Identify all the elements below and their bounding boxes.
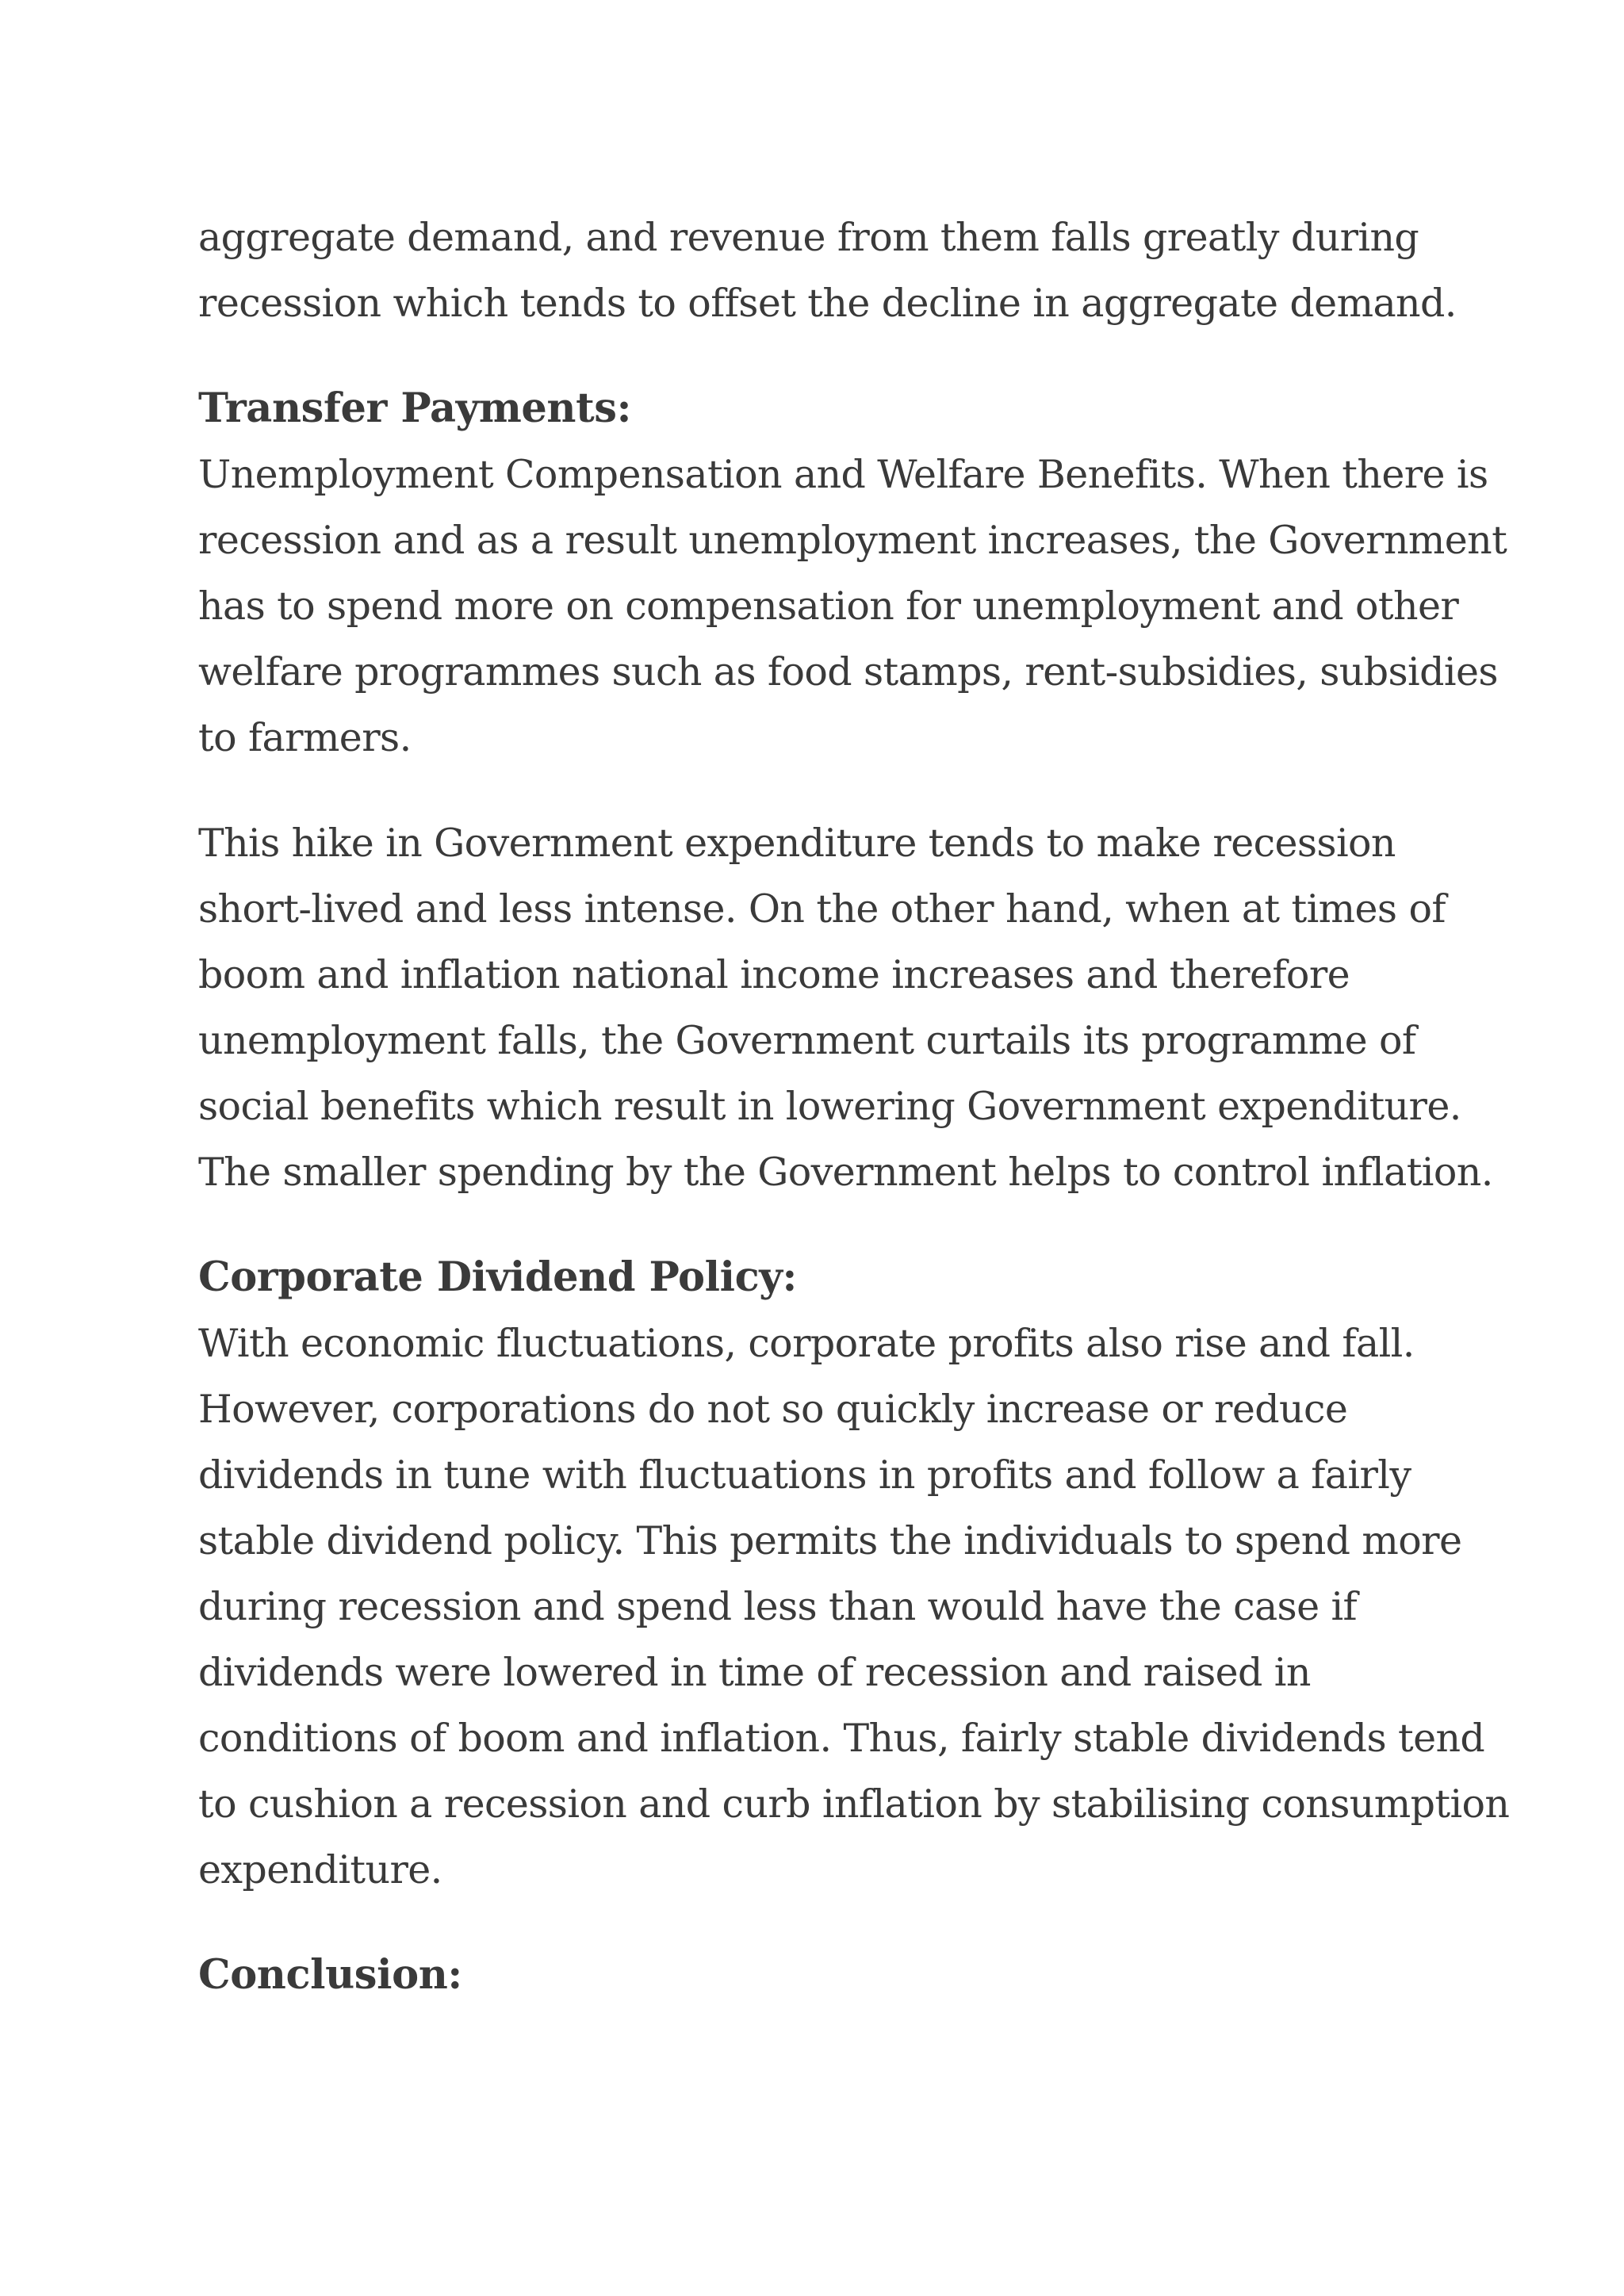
section-corporate-dividend-policy: [198, 1245, 1510, 1903]
text-line: With economic fluctuations, corporate profits also rise and fall.: [198, 1321, 1415, 1366]
text-line: during recession and spend less than would have the case if: [198, 1584, 1358, 1629]
section-transfer-payments: [198, 376, 1507, 771]
text-line: welfare programmes such as food stamps, rent-subsidies, subsidies: [198, 649, 1498, 695]
section-heading: Transfer Payments:: [198, 385, 632, 432]
document-page: [198, 205, 1510, 2008]
text-line: to cushion a recession and curb inflation by stabilising consumption: [198, 1781, 1510, 1827]
text-line: has to spend more on compensation for unemployment and other: [198, 584, 1459, 629]
text-line: unemployment falls, the Government curtails its programme of: [198, 1018, 1416, 1063]
text-line: Unemployment Compensation and Welfare Benefits. When there is: [198, 452, 1488, 497]
text-line: boom and inflation national income increases and therefore: [198, 952, 1350, 997]
paragraph-aggregate-demand: [198, 205, 1467, 336]
text-line: short-lived and less intense. On the other hand, when at times of: [198, 886, 1446, 932]
text-line: recession and as a result unemployment increases, the Government: [198, 518, 1507, 563]
section-conclusion: [198, 1942, 1467, 2008]
section-heading: Corporate Dividend Policy:: [198, 1253, 797, 1301]
text-line: aggregate demand, and revenue from them falls greatly during: [198, 215, 1419, 260]
text-line: The smaller spending by the Government helps to control inflation.: [198, 1150, 1493, 1195]
paragraph-government-expenditure: [198, 810, 1493, 1205]
text-line: This hike in Government expenditure tends to make recession: [198, 821, 1396, 866]
text-line: dividends were lowered in time of recession and raised in: [198, 1650, 1311, 1695]
text-line: stable dividend policy. This permits the individuals to spend more: [198, 1518, 1462, 1563]
text-line: to farmers.: [198, 715, 412, 760]
text-line: social benefits which result in lowering Government expenditure.: [198, 1084, 1461, 1129]
text-line: However, corporations do not so quickly increase or reduce: [198, 1387, 1348, 1432]
text-line: conditions of boom and inflation. Thus, fairly stable dividends tend: [198, 1716, 1485, 1761]
text-line: dividends in tune with fluctuations in profits and follow a fairly: [198, 1452, 1411, 1498]
section-heading: Conclusion:: [198, 1951, 462, 1999]
text-line: expenditure.: [198, 1847, 442, 1892]
text-line: recession which tends to offset the decline in aggregate demand.: [198, 281, 1457, 326]
